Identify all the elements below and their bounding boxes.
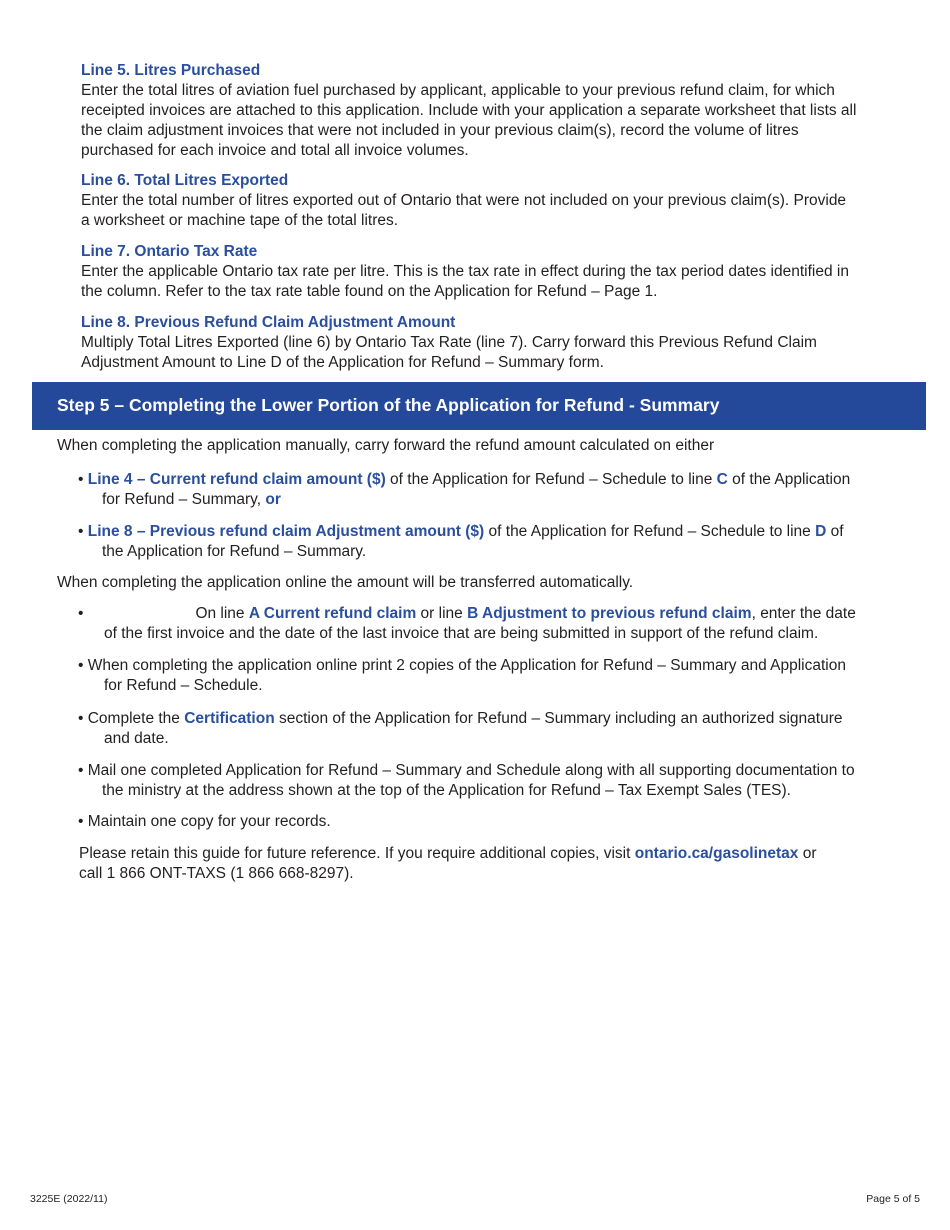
section-line-8: [81, 313, 906, 373]
body-line: the claim adjustment invoices that were not included in your previous claim(s), record the volume of litres: [81, 122, 799, 139]
body-line: Adjustment Amount to Line D of the Application for Refund – Summary form.: [81, 354, 604, 371]
form-id: 3225E (2022/11): [30, 1193, 108, 1205]
section-body: [81, 262, 906, 302]
online-intro: When completing the application online the amount will be transferred automatically.: [57, 574, 634, 591]
line4-label: Line 4 – Current refund claim amount ($): [87, 471, 386, 488]
body-line: a worksheet or machine tape of the total litres.: [81, 212, 399, 229]
bullet-text: • Complete the: [78, 710, 185, 727]
bullet-glyph: •: [78, 471, 84, 488]
section-body: [81, 333, 906, 373]
online-print-bullet: • When completing the application online print 2 copies of the Application for Refund – Summary and Application: [78, 657, 846, 674]
step5-title: Step 5 – Completing the Lower Portion of the Application for Refund - Summary: [57, 395, 720, 415]
manual-bullet-line4: [78, 470, 908, 490]
manual-intro: When completing the application manually, carry forward the refund amount calculated on either: [57, 437, 715, 454]
certification-bullet: [78, 709, 908, 729]
manual-bullet-line8-cont: the Application for Refund – Summary.: [102, 543, 367, 560]
bullet-text: of the Application for Refund – Schedule to line: [385, 471, 717, 488]
certification-label: Certification: [184, 710, 275, 727]
body-line: Enter the total number of litres exported out of Ontario that were not included on your previous claim(s). Provide: [81, 192, 847, 209]
body-line: purchased for each invoice and total all invoice volumes.: [81, 142, 469, 159]
bullet-text: , enter the date: [751, 605, 856, 622]
closing-phone: call 1 866 ONT-TAXS (1 866 668-8297).: [79, 865, 354, 882]
manual-bullet-line8: [78, 522, 908, 542]
line8-label: Line 8 – Previous refund claim Adjustment amount ($): [87, 523, 485, 540]
or-label: or: [265, 491, 281, 508]
bullet-text: of: [826, 523, 844, 540]
closing-paragraph: [79, 844, 909, 864]
section-heading: Line 5. Litres Purchased: [81, 62, 261, 79]
line-c-label: C: [716, 471, 728, 488]
mail-bullet-cont: the ministry at the address shown at the top of the Application for Refund – Tax Exempt Sales (TES).: [102, 782, 791, 799]
maintain-bullet: • Maintain one copy for your records.: [78, 813, 331, 830]
section-heading: Line 8. Previous Refund Claim Adjustment Amount: [81, 314, 456, 331]
body-line: receipted invoices are attached to this application. Include with your application a separate worksheet that lists all: [81, 102, 857, 119]
manual-bullet-line4-cont: [102, 490, 902, 510]
bullet-glyph: •: [78, 605, 84, 622]
body-line: Enter the total litres of aviation fuel purchased by applicant, applicable to your previous refund claim, for which: [81, 82, 835, 99]
bullet-text: On line: [195, 605, 249, 622]
bullet-text: of the Application: [727, 471, 851, 488]
section-line-6: [81, 171, 906, 231]
line-d-label: D: [815, 523, 827, 540]
section-line-7: [81, 242, 906, 302]
bullet-text: of the Application for Refund – Schedule to line: [484, 523, 816, 540]
body-line: the column. Refer to the tax rate table found on the Application for Refund – Page 1.: [81, 283, 658, 300]
mail-bullet: • Mail one completed Application for Refund – Summary and Schedule along with all supporting documentation to: [78, 762, 855, 779]
ontario-gasolinetax-link[interactable]: ontario.ca/gasolinetax: [634, 845, 799, 862]
closing-text: Please retain this guide for future reference. If you require additional copies, visit: [79, 845, 635, 862]
page-number: Page 5 of 5: [866, 1193, 920, 1205]
section-line-5: [81, 61, 906, 161]
bullet-text: for Refund – Summary,: [102, 491, 266, 508]
body-line: Enter the applicable Ontario tax rate per litre. This is the tax rate in effect during the tax period dates identified in: [81, 263, 849, 280]
bullet-glyph: •: [78, 523, 84, 540]
step5-banner: [32, 382, 926, 430]
section-body: [81, 191, 906, 231]
closing-text: or: [798, 845, 817, 862]
adjustment-claim-label: B Adjustment to previous refund claim: [467, 605, 752, 622]
body-line: Multiply Total Litres Exported (line 6) by Ontario Tax Rate (line 7). Carry forward this Previous Refund Claim: [81, 334, 817, 351]
bullet-text: or line: [416, 605, 468, 622]
online-bullet-dates-cont: of the first invoice and the date of the last invoice that are being submitted in support of the refund claim.: [104, 625, 819, 642]
bullet-text: section of the Application for Refund – Summary including an authorized signature: [274, 710, 843, 727]
section-body: [81, 81, 906, 161]
online-bullet-dates: [78, 604, 908, 624]
certification-bullet-cont: and date.: [104, 730, 169, 747]
current-refund-claim-label: A Current refund claim: [248, 605, 417, 622]
section-heading: Line 7. Ontario Tax Rate: [81, 243, 258, 260]
section-heading: Line 6. Total Litres Exported: [81, 172, 289, 189]
online-print-bullet-cont: for Refund – Schedule.: [104, 677, 263, 694]
